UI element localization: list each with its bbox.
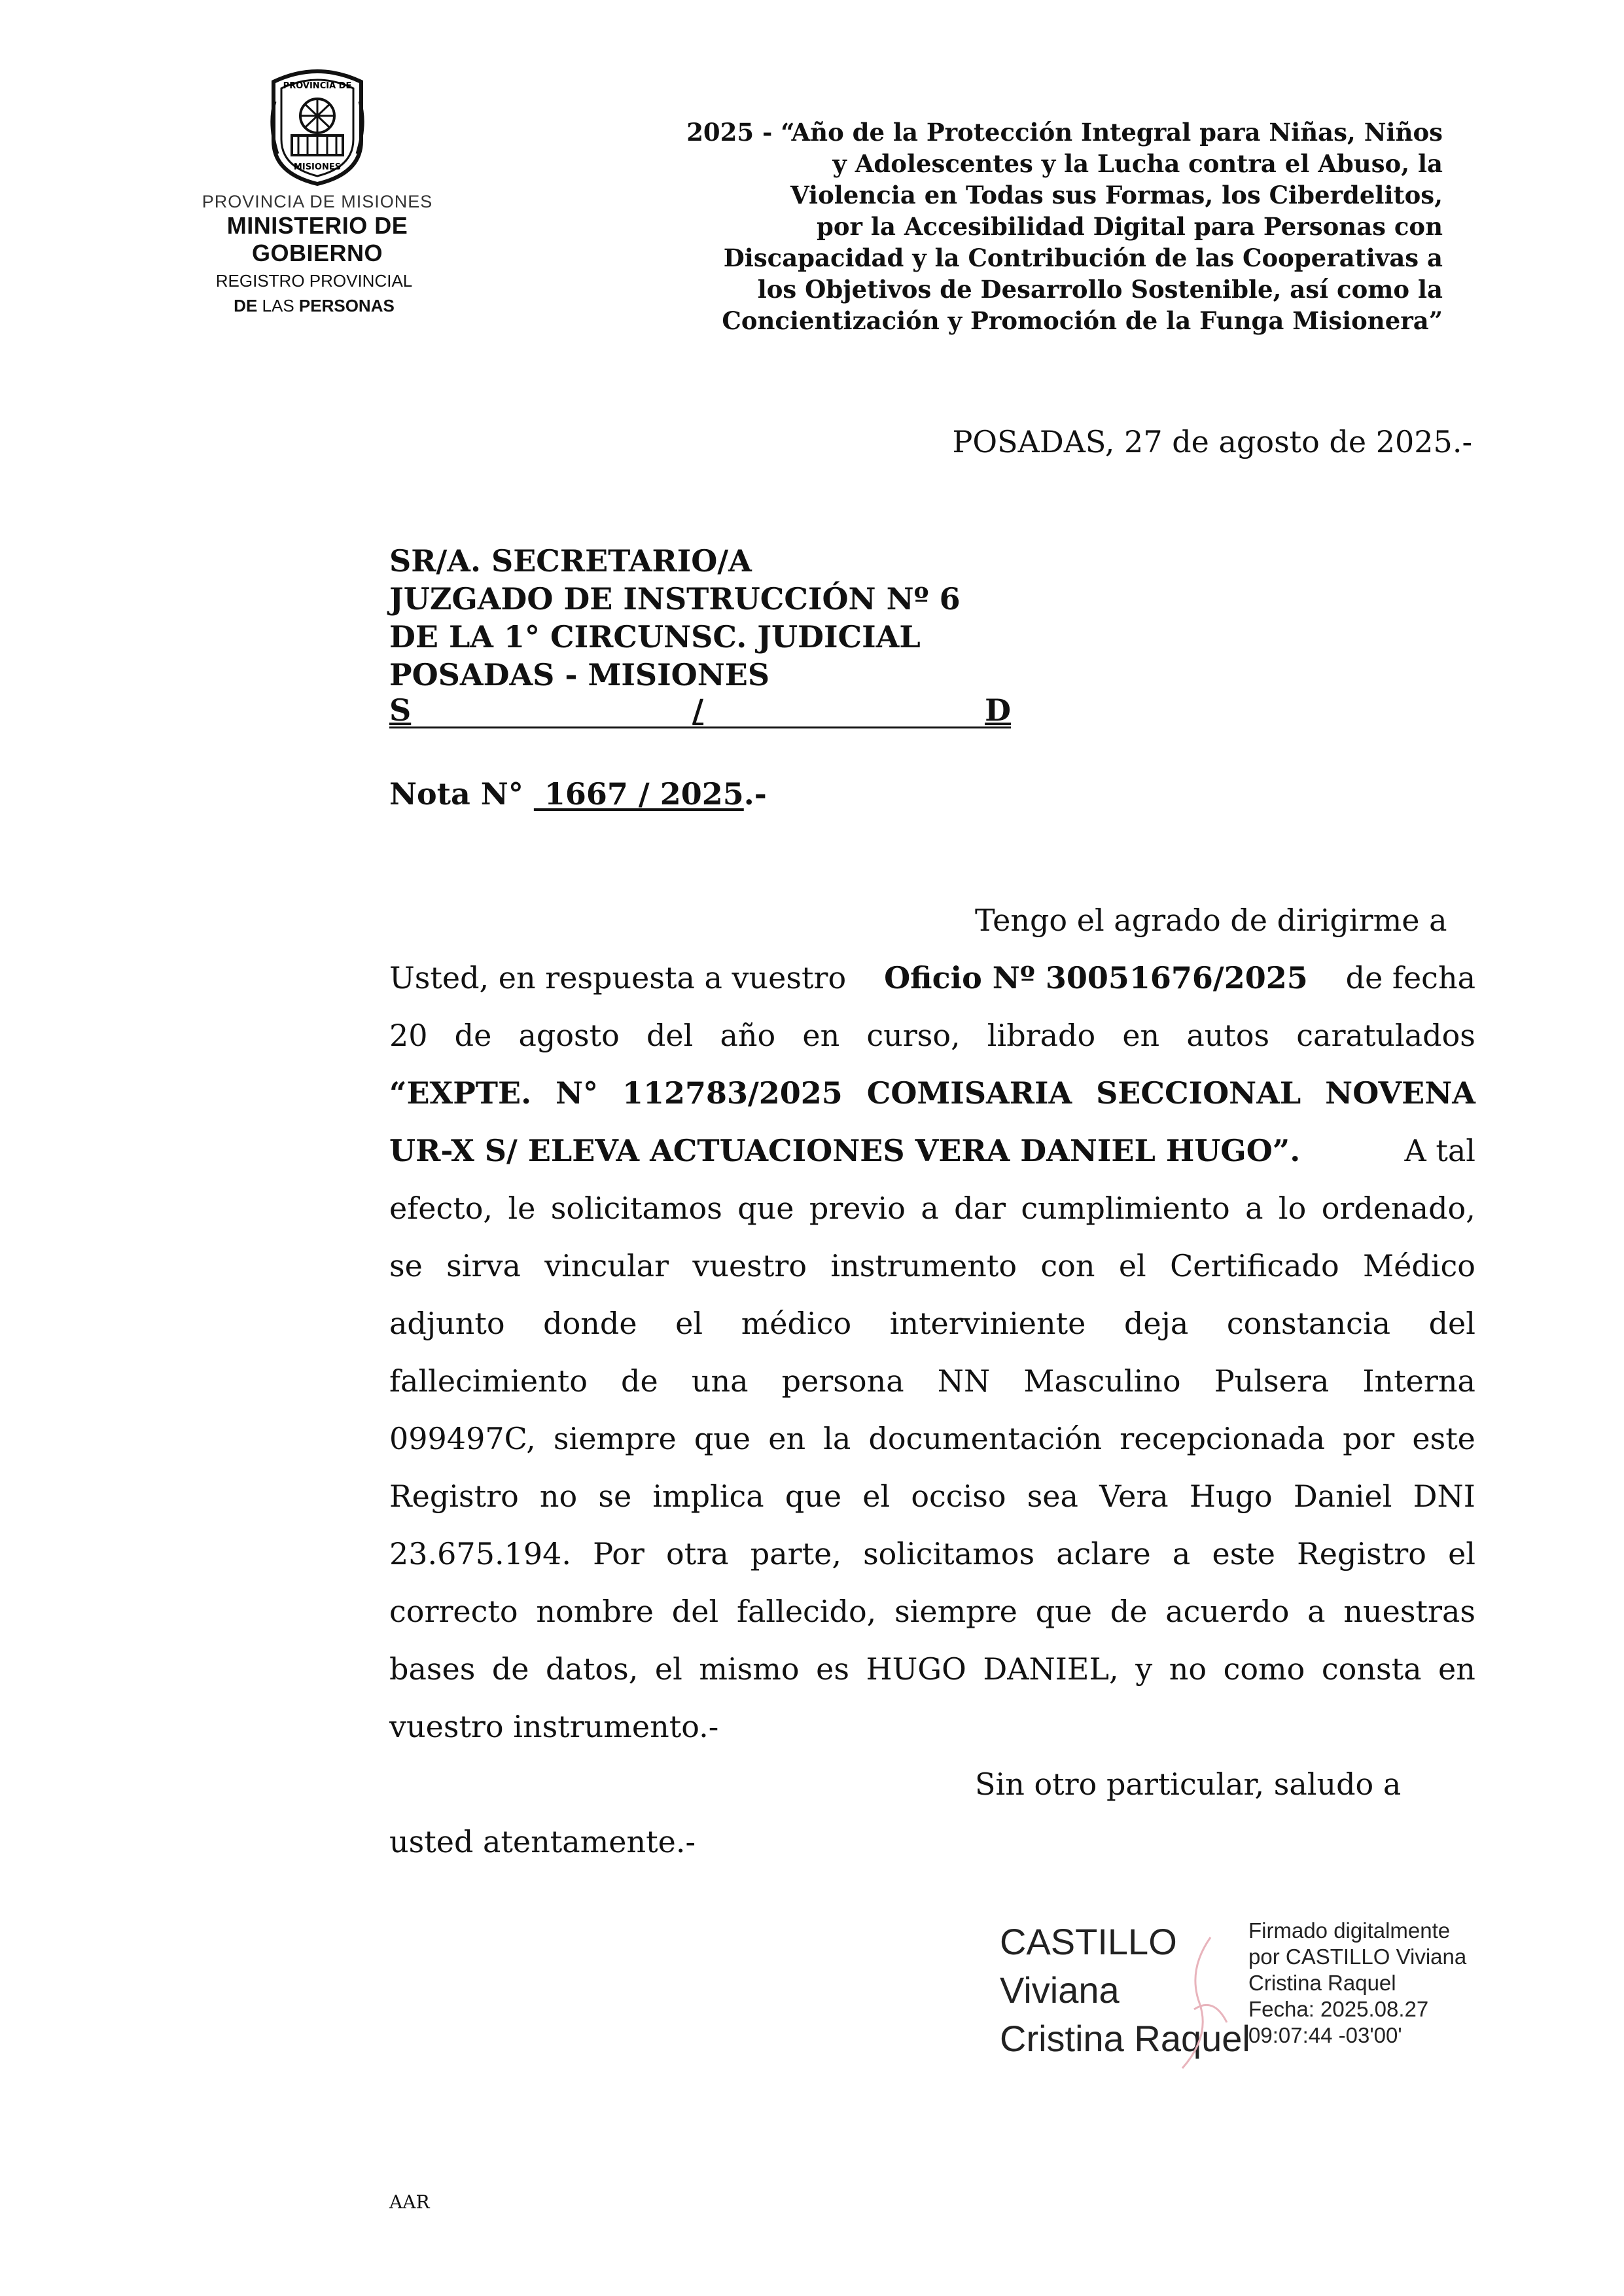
word: Vera <box>1099 1479 1169 1514</box>
word: solicitamos <box>550 1191 722 1226</box>
motto-line: los Objetivos de Desarrollo Sostenible, así como la <box>757 275 1443 304</box>
word: 20 <box>389 1018 428 1053</box>
word: otra <box>666 1536 729 1571</box>
body-text: vuestro instrumento.- <box>389 1709 719 1744</box>
word: el <box>862 1479 891 1514</box>
word: ordenado, <box>1321 1191 1475 1226</box>
word: NN <box>937 1363 991 1399</box>
oficio-number: Oficio Nº 30051676/2025 <box>884 960 1308 996</box>
word: cumplimiento <box>1021 1191 1230 1226</box>
word: a <box>1172 1536 1191 1571</box>
body-line <box>389 1583 1475 1640</box>
motto-line: Violencia en Todas sus Formas, los Ciberdelitos, <box>790 181 1443 209</box>
closing-text: usted atentamente.- <box>389 1824 696 1859</box>
body-line <box>389 1122 1475 1179</box>
word: 23.675.194. <box>389 1536 571 1571</box>
word: dar <box>954 1191 1006 1226</box>
word: vuestro <box>692 1248 807 1283</box>
word: occiso <box>911 1479 1006 1514</box>
note-number-value: 1667 / 2025 <box>533 776 744 812</box>
word: de <box>1110 1594 1148 1629</box>
word: correcto <box>389 1594 518 1629</box>
word: HUGO <box>866 1651 966 1687</box>
word: fallecimiento <box>389 1363 588 1399</box>
addressee-line: POSADAS - MISIONES <box>389 657 770 692</box>
sd-line <box>389 694 1011 728</box>
registry-de: DE <box>234 296 258 315</box>
word: acuerdo <box>1165 1594 1290 1629</box>
word: no <box>539 1479 578 1514</box>
word: caratulados <box>1296 1018 1475 1053</box>
word: en <box>1122 1018 1160 1053</box>
word: deja <box>1123 1306 1189 1341</box>
word: Interna <box>1362 1363 1475 1399</box>
word: DNI <box>1413 1479 1475 1514</box>
word: fallecido, <box>736 1594 877 1629</box>
word: a <box>1245 1191 1263 1226</box>
date-line: POSADAS, 27 de agosto de 2025.- <box>952 424 1472 459</box>
signer-first-name: Viviana <box>1000 1969 1120 2011</box>
word: agosto <box>518 1018 620 1053</box>
word: nombre <box>536 1594 654 1629</box>
word: autos <box>1186 1018 1270 1053</box>
body-line <box>389 1467 1475 1525</box>
provincial-seal-icon <box>262 62 373 187</box>
word: el <box>675 1306 703 1341</box>
word: solicitamos <box>863 1536 1035 1571</box>
closing-line <box>389 1755 1475 1813</box>
body-line <box>389 949 1475 1007</box>
closing-line <box>389 1813 1475 1871</box>
word: 099497C, <box>389 1421 536 1456</box>
word: siempre <box>553 1421 677 1456</box>
body-line <box>389 1007 1475 1064</box>
word: Pulsera <box>1214 1363 1330 1399</box>
word: del <box>646 1018 694 1053</box>
word: adjunto <box>389 1306 505 1341</box>
ministry-name: MINISTERIO DE GOBIERNO <box>226 212 408 266</box>
body-line <box>389 1064 1475 1122</box>
word: se <box>598 1479 632 1514</box>
word: le <box>508 1191 536 1226</box>
word: 112783/2025 <box>622 1075 843 1111</box>
word: del <box>671 1594 719 1629</box>
signature-info-line: Cristina Raquel <box>1248 1971 1396 1995</box>
word: lo <box>1278 1191 1307 1226</box>
word: previo <box>809 1191 906 1226</box>
motto-line: 2025 - “Año de la Protección Integral para Niñas, Niños <box>686 118 1443 147</box>
word: N° <box>556 1075 599 1111</box>
word: una <box>691 1363 749 1399</box>
motto-line: por la Accesibilidad Digital para Personas con <box>817 212 1443 241</box>
word: vincular <box>544 1248 669 1283</box>
word: bases <box>389 1651 476 1687</box>
word: Masculino <box>1023 1363 1181 1399</box>
word: Registro <box>389 1479 519 1514</box>
word: instrumento <box>830 1248 1017 1283</box>
registry-las: LAS <box>257 296 299 315</box>
word: que <box>737 1191 794 1226</box>
word: siempre <box>894 1594 1017 1629</box>
body-text: Usted, en respuesta a vuestro <box>389 960 847 996</box>
word: sea <box>1027 1479 1078 1514</box>
word: DANIEL, <box>983 1651 1119 1687</box>
body-line <box>389 1179 1475 1237</box>
signature-mark-icon <box>1148 1931 1246 2075</box>
signature-date: Fecha: 2025.08.27 <box>1248 1997 1429 2021</box>
word: librado <box>987 1018 1096 1053</box>
sd-s: S <box>389 692 412 728</box>
word: nuestras <box>1343 1594 1475 1629</box>
body-line <box>389 1698 1475 1755</box>
word: en <box>1438 1651 1475 1687</box>
signer-middle-names: Cristina Raquel <box>1000 2018 1250 2059</box>
word: documentación <box>868 1421 1103 1456</box>
motto-line: Concientización y Promoción de la Funga Misionera” <box>722 306 1443 335</box>
addressee-line: JUZGADO DE INSTRUCCIÓN Nº 6 <box>389 581 961 617</box>
year-motto <box>576 117 1443 336</box>
word: SECCIONAL <box>1096 1075 1301 1111</box>
seal-top-text: PROVINCIA DE <box>283 81 352 91</box>
addressee-line: DE LA 1° CIRCUNSC. JUDICIAL <box>389 619 921 655</box>
digital-signature-info <box>1248 1918 1466 2049</box>
registry-name <box>203 268 425 318</box>
province-name: PROVINCIA DE MISIONES <box>202 192 433 211</box>
word: con <box>1040 1248 1095 1283</box>
body-line <box>389 1640 1475 1698</box>
note-number <box>389 776 767 812</box>
body-intro <box>389 891 1475 949</box>
sd-d: D <box>985 692 1011 728</box>
closing-text: Sin otro particular, saludo a <box>975 1767 1402 1802</box>
word: en <box>768 1421 806 1456</box>
signer-surname: CASTILLO <box>1000 1921 1177 1962</box>
word: la <box>823 1421 851 1456</box>
word: a <box>1307 1594 1326 1629</box>
word: datos, <box>546 1651 639 1687</box>
word: de <box>454 1018 492 1053</box>
note-suffix: .- <box>743 776 767 812</box>
body-line <box>389 1352 1475 1410</box>
word: que <box>694 1421 751 1456</box>
body-line <box>389 1525 1475 1583</box>
motto-line: Discapacidad y la Contribución de las Cooperativas a <box>723 243 1443 272</box>
word: el <box>654 1651 682 1687</box>
word: Registro <box>1297 1536 1426 1571</box>
word: de <box>491 1651 529 1687</box>
word: y <box>1135 1651 1153 1687</box>
word: COMISARIA <box>866 1075 1072 1111</box>
word: parte, <box>750 1536 841 1571</box>
registry-personas: PERSONAS <box>298 296 395 315</box>
addressee-line: SR/A. SECRETARIO/A <box>389 543 752 579</box>
registry-line-1: REGISTRO PROVINCIAL <box>215 271 413 291</box>
seal-bottom-text: MISIONES <box>293 162 342 172</box>
letterhead <box>164 62 471 267</box>
word: el <box>1118 1248 1146 1283</box>
word: que <box>1035 1594 1092 1629</box>
word: persona <box>781 1363 904 1399</box>
case-title: UR-X S/ ELEVA ACTUACIONES VERA DANIEL HUGO”. <box>389 1133 1301 1168</box>
word: Hugo <box>1189 1479 1273 1514</box>
word: interviniente <box>889 1306 1086 1341</box>
word: que <box>785 1479 842 1514</box>
word: “EXPTE. <box>389 1075 532 1111</box>
body-text: A tal <box>1404 1133 1475 1168</box>
word: a <box>921 1191 939 1226</box>
addressee-block <box>389 542 1011 728</box>
body-line <box>389 1410 1475 1467</box>
word: NOVENA <box>1325 1075 1475 1111</box>
word: Certificado <box>1170 1248 1339 1283</box>
word: año <box>720 1018 776 1053</box>
word: no <box>1169 1651 1207 1687</box>
signature-info-line: por CASTILLO Viviana <box>1248 1945 1467 1969</box>
word: Médico <box>1363 1248 1475 1283</box>
letter-body <box>389 891 1475 1871</box>
word: mismo <box>699 1651 800 1687</box>
signature-info-line: Firmado digitalmente <box>1248 1918 1451 1943</box>
word: curso, <box>866 1018 961 1053</box>
word: constancia <box>1226 1306 1391 1341</box>
word: este <box>1212 1536 1276 1571</box>
word: se <box>389 1248 423 1283</box>
word: del <box>1428 1306 1475 1341</box>
word: de <box>621 1363 658 1399</box>
registry-line-2 <box>203 293 425 318</box>
word: como <box>1223 1651 1305 1687</box>
word: recepcionada <box>1120 1421 1325 1456</box>
word: este <box>1412 1421 1475 1456</box>
word: es <box>816 1651 849 1687</box>
footer-initials: AAR <box>389 2191 430 2213</box>
word: donde <box>543 1306 637 1341</box>
word: consta <box>1321 1651 1422 1687</box>
body-text: de fecha <box>1345 960 1475 996</box>
word: en <box>802 1018 840 1053</box>
body-intro-text: Tengo el agrado de dirigirme a <box>975 903 1447 938</box>
word: el <box>1448 1536 1475 1571</box>
word: implica <box>652 1479 764 1514</box>
motto-line: y Adolescentes y la Lucha contra el Abuso, la <box>832 149 1443 178</box>
word: aclare <box>1056 1536 1151 1571</box>
word: por <box>1343 1421 1395 1456</box>
body-line <box>389 1295 1475 1352</box>
word: médico <box>741 1306 852 1341</box>
word: Daniel <box>1293 1479 1392 1514</box>
word: efecto, <box>389 1191 493 1226</box>
sd-slash: / <box>692 692 704 728</box>
note-label: Nota N° <box>389 776 534 812</box>
body-line <box>389 1237 1475 1295</box>
signature-time: 09:07:44 -03'00' <box>1248 2023 1402 2047</box>
word: sirva <box>446 1248 521 1283</box>
word: Por <box>593 1536 644 1571</box>
